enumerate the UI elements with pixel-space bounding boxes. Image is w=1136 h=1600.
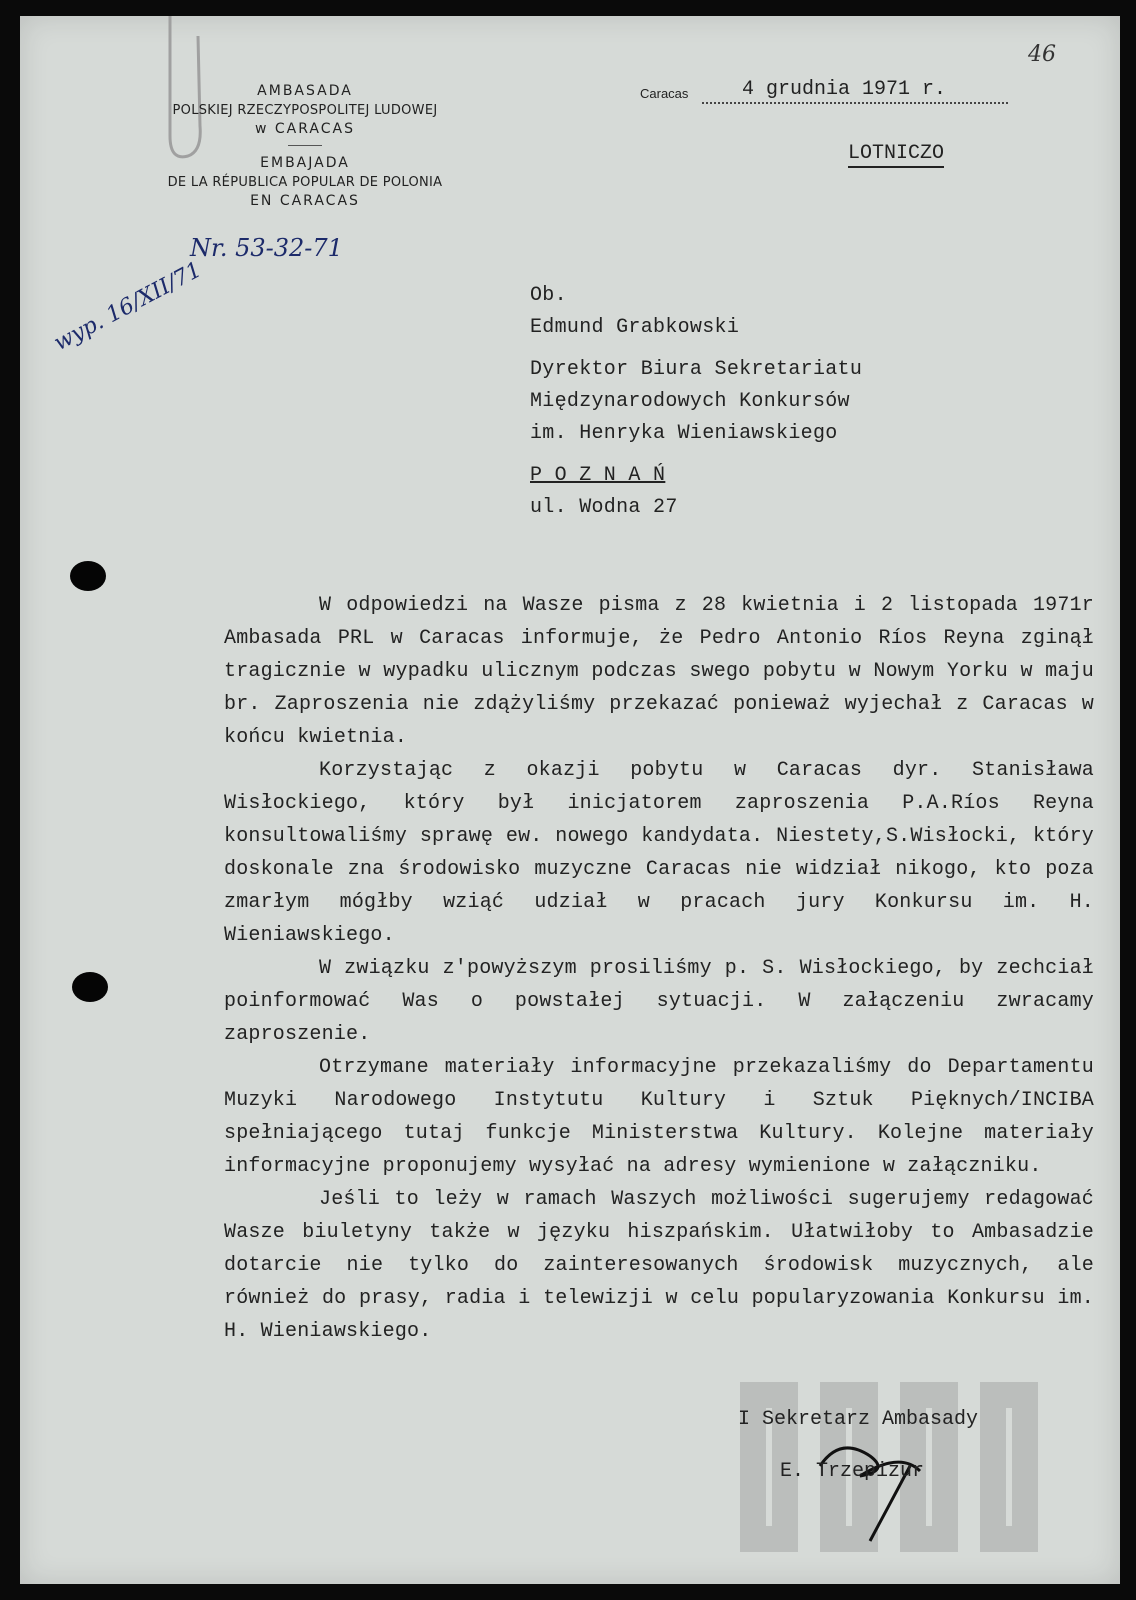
- letterhead-line: POLSKIEJ RZECZYPOSPOLITEJ LUDOWEJ: [172, 103, 438, 118]
- handwritten-signature: [810, 1426, 950, 1546]
- body-paragraph: Jeśli to leży w ramach Waszych możliwości sugerujemy redagować Wasze biuletyny także w języku hiszpańskim. Ułatwiłoby to Ambasadzie dotarcie nie tylko do zainteresowanych środowisk muzycznych, ale również do prasy, radia i telewizji w celu popularyzowania Konkursu im. H. Wieniawskiego.: [224, 1188, 1094, 1343]
- recipient-street: ul. Wodna 27: [530, 496, 678, 519]
- recipient-title: im. Henryka Wieniawskiego: [530, 422, 838, 445]
- letterhead: [95, 82, 515, 211]
- reference-number: Nr. 53-32-71: [190, 234, 343, 262]
- signature-title: I Sekretarz Ambasady: [738, 1408, 979, 1431]
- body-paragraph: W odpowiedzi na Wasze pisma z 28 kwietnia i 2 listopada 1971r Ambasada PRL w Caracas informuje, że Pedro Antonio Ríos Reyna zginął tragicznie w wypadku ulicznym podczas swego pobytu w Nowym Yorku w maju br. Zaproszenia nie zdążyliśmy przekazać ponieważ wyjechał z Caracas w końcu kwietnia.: [224, 594, 1094, 749]
- letterhead-divider: [288, 145, 322, 146]
- date-dotted-line: [702, 102, 1008, 104]
- recipient-address: [530, 280, 862, 524]
- body-paragraph: Korzystając z okazji pobytu w Caracas dyr. Stanisława Wisłockiego, który był inicjatorem zaproszenia P.A.Ríos Reyna konsultowaliśmy sprawę ew. nowego kandydata. Niestety,S.Wisłocki, który doskonale zna środowisko muzyczne Caracas nie widział nikogo, kto poza zmarłym mógłby wziąć udział w pracach jury Konkursu im. H. Wieniawskiego.: [224, 759, 1094, 947]
- delivery-method: LOTNICZO: [848, 142, 944, 168]
- date-value: 4 grudnia 1971 r.: [742, 78, 947, 101]
- punch-hole: [70, 561, 106, 591]
- date-place: Caracas: [640, 86, 689, 101]
- recipient-city: P O Z N A Ń: [530, 464, 666, 487]
- recipient-title: Międzynarodowych Konkursów: [530, 390, 850, 413]
- letterhead-line: EMBAJADA: [260, 155, 350, 171]
- recipient-salutation: Ob.: [530, 284, 567, 307]
- body-paragraph: W związku z'powyższym prosiliśmy p. S. Wisłockiego, by zechciał poinformować Was o powstałej sytuacji. W załączeniu zwracamy zaproszenie.: [224, 957, 1094, 1046]
- recipient-name: Edmund Grabkowski: [530, 316, 740, 339]
- letter-body: [224, 589, 1094, 1348]
- letterhead-line: AMBASADA: [257, 83, 353, 99]
- punch-hole: [72, 972, 108, 1002]
- letterhead-line: EN CARACAS: [250, 193, 360, 209]
- letterhead-line: w CARACAS: [255, 121, 355, 137]
- recipient-title: Dyrektor Biura Sekretariatu: [530, 358, 863, 381]
- page-number: 46: [1028, 42, 1056, 67]
- letterhead-line: DE LA RÉPUBLICA POPULAR DE POLONIA: [167, 175, 443, 190]
- signature-name: E. Trzepizur: [780, 1460, 925, 1483]
- letter-page: [20, 16, 1120, 1584]
- body-paragraph: Otrzymane materiały informacyjne przekazaliśmy do Departamentu Muzyki Narodowego Instytutu Kultury i Sztuk Pięknych/INCIBA spełniającego tutaj funkcje Ministerstwa Kultury. Kolejne materiały informacyjne proponujemy wysyłać na adresy wymienione w załączniku.: [224, 1056, 1094, 1178]
- handwritten-note: wyp. 16/XII/71: [50, 257, 206, 357]
- date-line: [640, 78, 1010, 108]
